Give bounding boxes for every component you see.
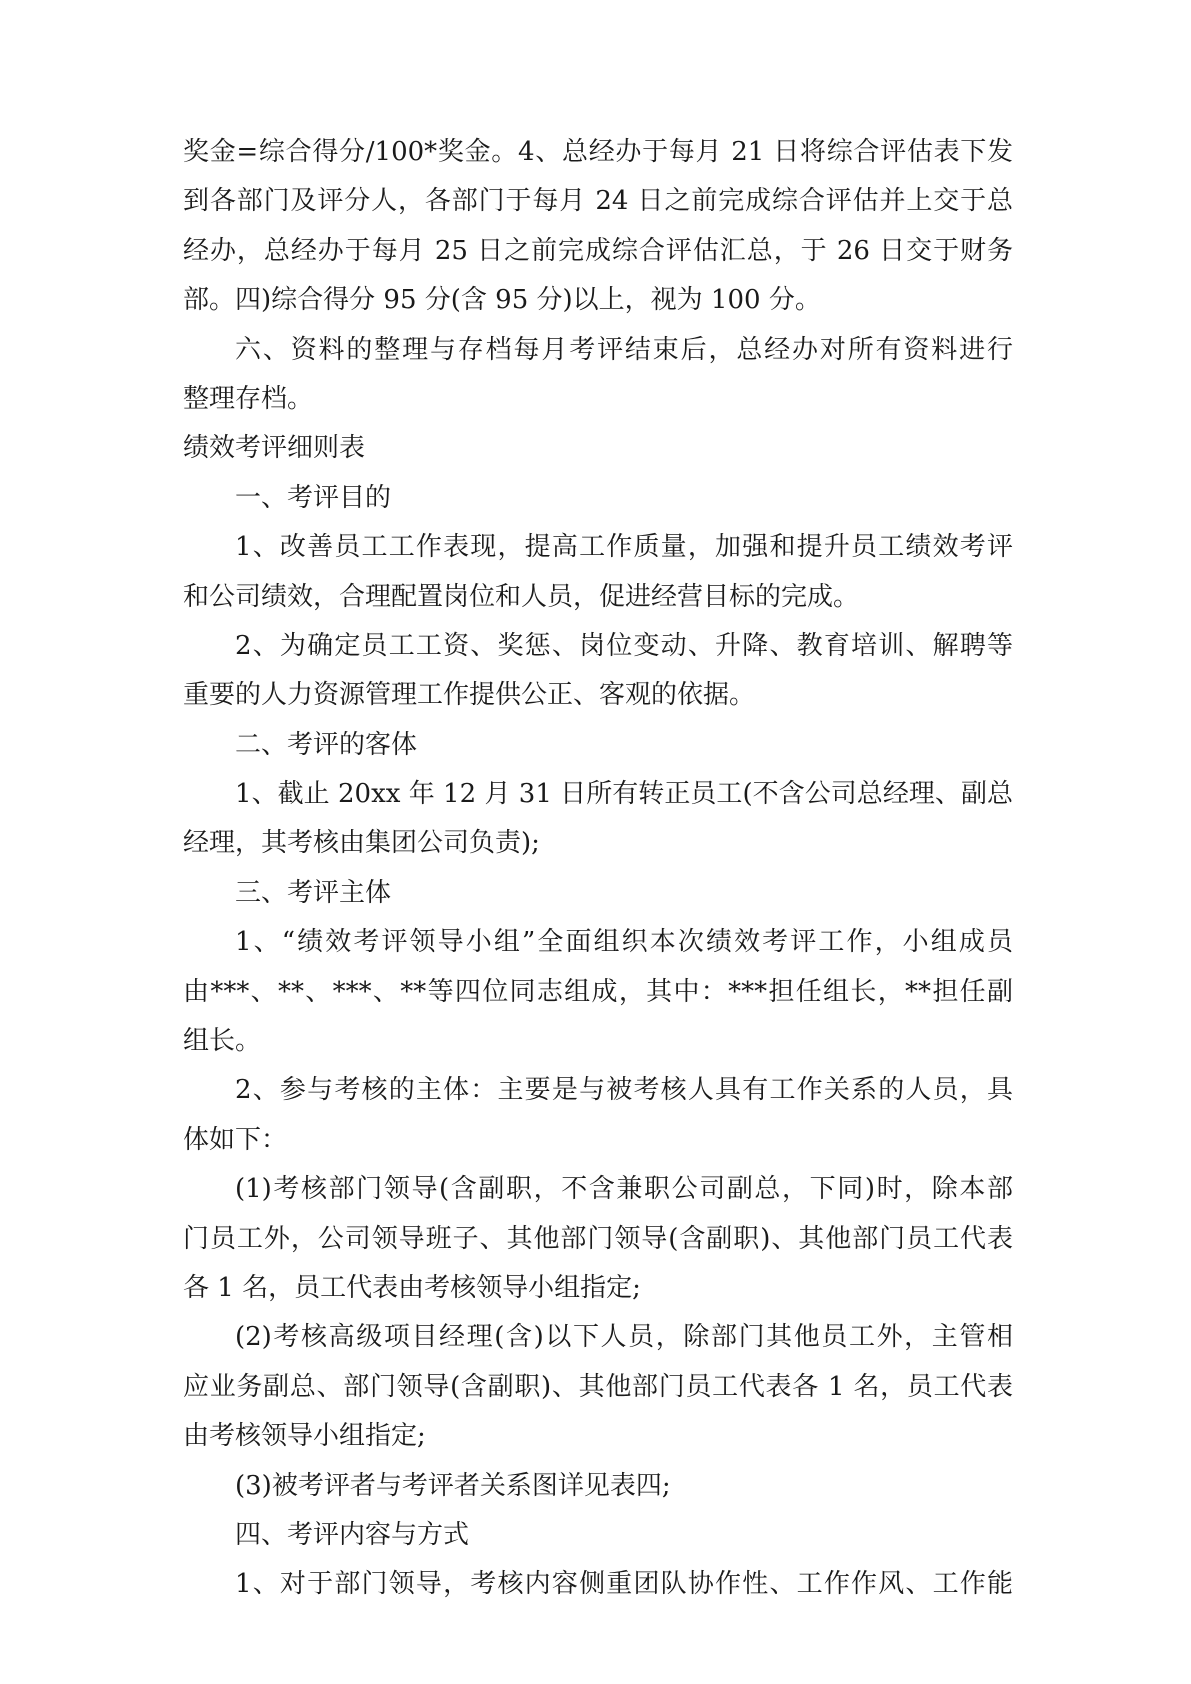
text-line: (3)被考评者与考评者关系图详见表四; [235, 1470, 671, 1501]
text-line: 1、改善员工工作表现，提高工作质量，加强和提升员工绩效考评 [235, 532, 1013, 563]
text-line: 四、考评内容与方式 [235, 1519, 470, 1550]
text-line: 绩效考评细则表 [183, 433, 366, 464]
text-line: (1)考核部门领导(含副职，不含兼职公司副总，下同)时，除本部 [235, 1174, 1013, 1205]
text-line: (2)考核高级项目经理(含)以下人员，除部门其他员工外，主管相 [235, 1322, 1013, 1353]
text-line: 到各部门及评分人，各部门于每月 24 日之前完成综合评估并上交于总 [183, 186, 1013, 217]
text-line: 二、考评的客体 [235, 729, 418, 760]
text-line: 经理，其考核由集团公司负责); [183, 828, 540, 859]
text-line: 一、考评目的 [235, 482, 392, 513]
text-line: 1、截止 20xx 年 12 月 31 日所有转正员工(不含公司总经理、副总 [235, 779, 1013, 810]
text-line: 组长。 [183, 1026, 262, 1057]
document-page [183, 128, 1013, 1610]
text-line: 体如下： [183, 1124, 288, 1155]
text-line: 应业务副总、部门领导(含副职)、其他部门员工代表各 1 名，员工代表 [183, 1371, 1013, 1402]
text-line: 整理存档。 [183, 383, 314, 414]
text-line: 2、为确定员工工资、奖惩、岗位变动、升降、教育培训、解聘等 [235, 630, 1013, 661]
text-line: 经办，总经办于每月 25 日之前完成综合评估汇总，于 26 日交于财务 [183, 235, 1013, 266]
text-line: 各 1 名，员工代表由考核领导小组指定; [183, 1272, 641, 1303]
text-line: 和公司绩效，合理配置岗位和人员，促进经营目标的完成。 [183, 581, 860, 612]
text-line: 重要的人力资源管理工作提供公正、客观的依据。 [183, 680, 756, 711]
text-line: 部。四)综合得分 95 分(含 95 分)以上，视为 100 分。 [183, 285, 821, 316]
text-line: 门员工外，公司领导班子、其他部门领导(含副职)、其他部门员工代表 [183, 1223, 1013, 1254]
text-line: 1、对于部门领导，考核内容侧重团队协作性、工作作风、工作能 [235, 1569, 1013, 1600]
text-line: 三、考评主体 [235, 877, 392, 908]
text-line: 由***、**、***、**等四位同志组成，其中：***担任组长，**担任副 [183, 976, 1013, 1007]
text-line: 由考核领导小组指定; [183, 1421, 426, 1452]
text-line: 2、参与考核的主体：主要是与被考核人具有工作关系的人员，具 [235, 1075, 1013, 1106]
text-line: 奖金=综合得分/100*奖金。4、总经办于每月 21 日将综合评估表下发 [183, 137, 1013, 167]
text-line: 六、资料的整理与存档每月考评结束后，总经办对所有资料进行 [235, 334, 1013, 365]
text-line: 1、“绩效考评领导小组”全面组织本次绩效考评工作，小组成员 [235, 927, 1013, 958]
